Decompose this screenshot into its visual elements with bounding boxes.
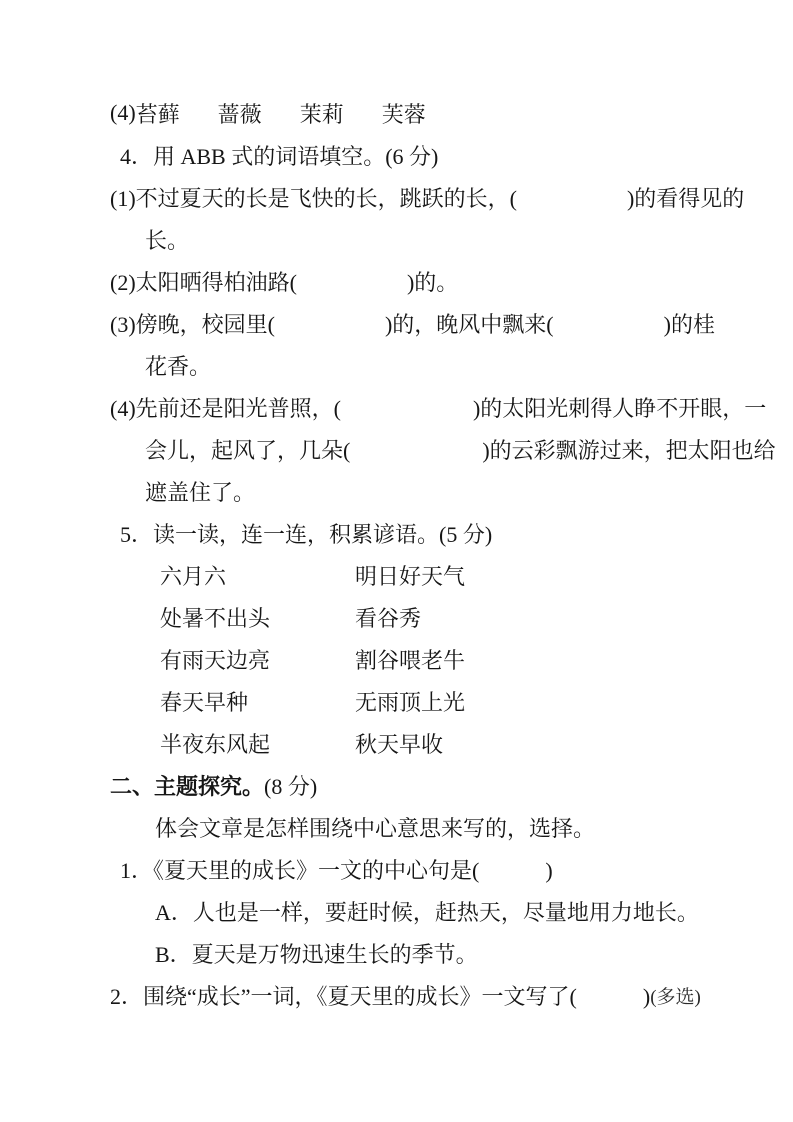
proverb-pair-row <box>110 638 738 680</box>
proverb-pair-row <box>110 554 738 596</box>
proverb-pair-row <box>110 722 738 764</box>
proverb-right: 割谷喂老牛 <box>355 647 466 673</box>
word-item: 蔷薇 <box>217 101 262 127</box>
q4-item-4-line-2: 会儿，起风了，几朵( )的云彩飘游过来，把太阳也给 <box>145 437 776 463</box>
section-2-score: (8 分) <box>264 773 318 799</box>
sec2-q1-option-b: B．夏天是万物迅速生长的季节。 <box>155 941 478 967</box>
section-2-header <box>110 764 738 806</box>
sec2-question-1: 1．《夏天里的成长》一文的中心句是( ) <box>120 857 553 883</box>
question-4-title: 4．用 ABB 式的词语填空。(6 分) <box>120 143 439 169</box>
q4-item-4-line-3: 遮盖住了。 <box>145 479 256 505</box>
word-item: 苔藓 <box>135 101 180 127</box>
sec2-q1-option-a: A．人也是一样，要赶时候，赶热天，尽量地用力地长。 <box>155 899 699 925</box>
sec2-q2-text: 2．围绕“成长”一词，《夏天里的成长》一文写了( ) <box>110 983 651 1009</box>
sec2-q2-multi-select-note: (多选) <box>650 986 701 1008</box>
proverb-pair-row <box>110 596 738 638</box>
worksheet-content <box>110 92 776 1016</box>
q4-item-1-line-2: 长。 <box>145 227 190 253</box>
question-5-title: 5．读一读，连一连，积累谚语。(5 分) <box>120 521 493 547</box>
proverb-left: 春天早种 <box>160 689 249 715</box>
proverb-right: 秋天早收 <box>355 731 444 757</box>
sec2-question-2 <box>110 974 738 1016</box>
q4-item-3-line-1: (3)傍晚，校园里( )的，晚风中飘来( )的桂 <box>110 311 715 337</box>
proverb-left: 半夜东风起 <box>160 731 271 757</box>
q4-item-4-line-1: (4)先前还是阳光普照，( )的太阳光刺得人睁不开眼，一 <box>110 395 767 421</box>
proverb-pair-row <box>110 680 738 722</box>
proverb-left: 处暑不出头 <box>160 605 271 631</box>
word-group-row <box>110 92 738 134</box>
proverb-right: 明日好天气 <box>355 563 466 589</box>
q4-item-3-line-2: 花香。 <box>145 353 212 379</box>
word-item: 茉莉 <box>299 101 344 127</box>
proverb-left: 有雨天边亮 <box>160 647 271 673</box>
word-item: 芙蓉 <box>381 101 426 127</box>
q4-item-1-line-1: (1)不过夏天的长是飞快的长，跳跃的长，( )的看得见的 <box>110 185 745 211</box>
section-2-title: 二、主题探究。 <box>110 773 265 799</box>
q4-item-2: (2)太阳晒得柏油路( )的。 <box>110 269 459 295</box>
word-group-label: (4) <box>110 100 136 125</box>
section-2-intro: 体会文章是怎样围绕中心意思来写的，选择。 <box>155 815 596 841</box>
proverb-right: 无雨顶上光 <box>355 689 466 715</box>
proverb-left: 六月六 <box>160 563 227 589</box>
proverb-right: 看谷秀 <box>355 605 422 631</box>
